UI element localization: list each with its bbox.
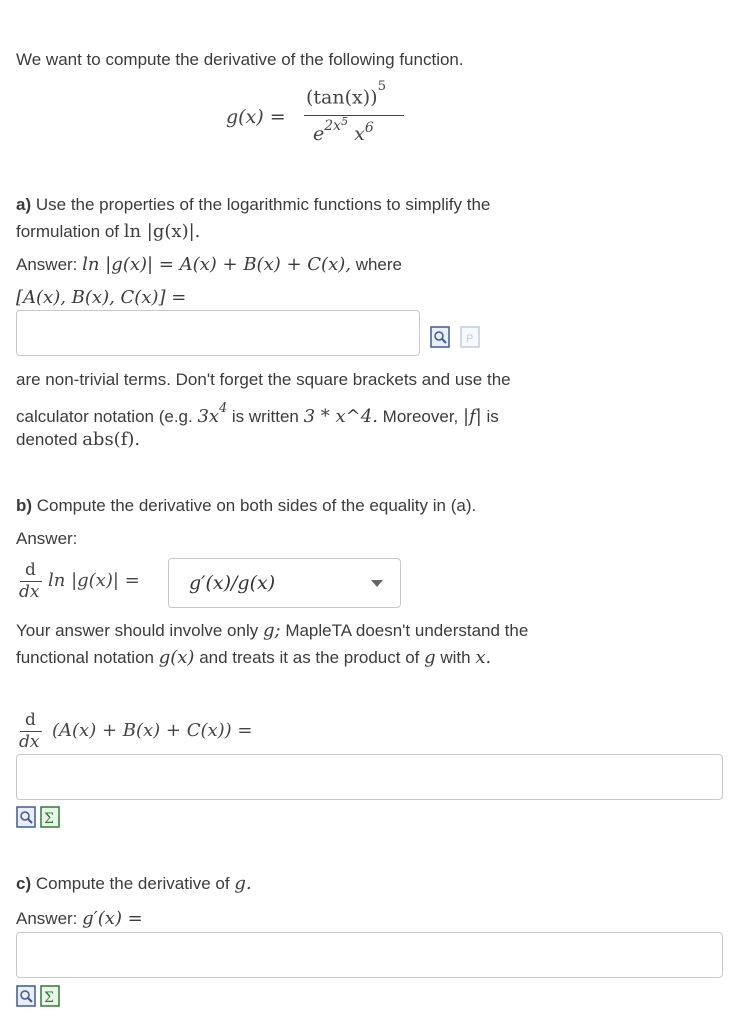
sum-math: (A(x) + B(x) + C(x)) = bbox=[52, 720, 253, 741]
formula-denominator: $e^{2x^5}$ $x^6$ bbox=[313, 115, 374, 145]
part-b-hint2: functional notation g(x) and treats it as the product of g with x. bbox=[16, 647, 492, 668]
part-b-line1: b) Compute the derivative on both sides of the equality in (a). bbox=[16, 496, 477, 515]
part-b-answer-input[interactable] bbox=[16, 754, 723, 800]
fraction-bar bbox=[304, 115, 404, 116]
part-b-dropdown[interactable] bbox=[168, 558, 401, 608]
part-a-note1: are non-trivial terms. Don't forget the square brackets and use the bbox=[16, 370, 511, 389]
preview-icon-2[interactable] bbox=[16, 806, 36, 828]
part-a-bracket-math: [A(x), B(x), C(x)] = bbox=[16, 287, 187, 308]
part-b-hint1: Your answer should involve only g; MapleTA doesn't understand the bbox=[16, 620, 529, 641]
lhs-math: ln |g(x)| = bbox=[48, 570, 140, 591]
part-a-note2: calculator notation (e.g. $3x^4$ is written 3 * x^4. Moreover, |f| is bbox=[16, 400, 499, 427]
part-c-answer-input[interactable] bbox=[16, 932, 723, 978]
formula-numerator: $(\tan(x))^5$ bbox=[306, 79, 387, 109]
intro-text: We want to compute the derivative of the following function. bbox=[16, 50, 464, 69]
formula-lhs: g(x) = bbox=[226, 106, 286, 128]
d-bottom-2: dx bbox=[19, 732, 40, 752]
d-top: d bbox=[25, 560, 36, 580]
d-top-2: d bbox=[25, 710, 36, 730]
part-a-answer-input[interactable] bbox=[16, 310, 420, 356]
part-a-line2: formulation of ln |g(x)|. bbox=[16, 221, 201, 242]
part-a-line1: a) Use the properties of the logarithmic functions to simplify the bbox=[16, 195, 491, 214]
svg-text:Σ: Σ bbox=[44, 811, 54, 827]
preview-icon-3[interactable] bbox=[16, 985, 36, 1007]
part-c-line1: c) Compute the derivative of g. bbox=[16, 873, 252, 894]
plot-icon[interactable] bbox=[460, 326, 480, 348]
part-c-answer: Answer: g′(x) = bbox=[16, 908, 143, 929]
part-b-sum-derivative bbox=[16, 710, 336, 756]
part-a-note3: denoted abs(f). bbox=[16, 429, 141, 450]
part-a-answer: Answer: ln |g(x)| = A(x) + B(x) + C(x), where bbox=[16, 254, 403, 275]
svg-text:Σ: Σ bbox=[44, 990, 54, 1006]
preview-icon[interactable] bbox=[430, 326, 450, 348]
equation-editor-icon[interactable] bbox=[40, 806, 60, 828]
svg-text:P: P bbox=[466, 333, 474, 345]
chevron-down-icon[interactable] bbox=[371, 580, 383, 588]
part-b-answer-label: Answer: bbox=[16, 529, 78, 548]
main-formula bbox=[220, 80, 420, 160]
dropdown-selected-value: g′(x)/g(x) bbox=[189, 572, 276, 594]
part-b-derivative-lhs bbox=[16, 560, 166, 606]
d-bottom: dx bbox=[19, 582, 40, 602]
equation-editor-icon-2[interactable] bbox=[40, 985, 60, 1007]
